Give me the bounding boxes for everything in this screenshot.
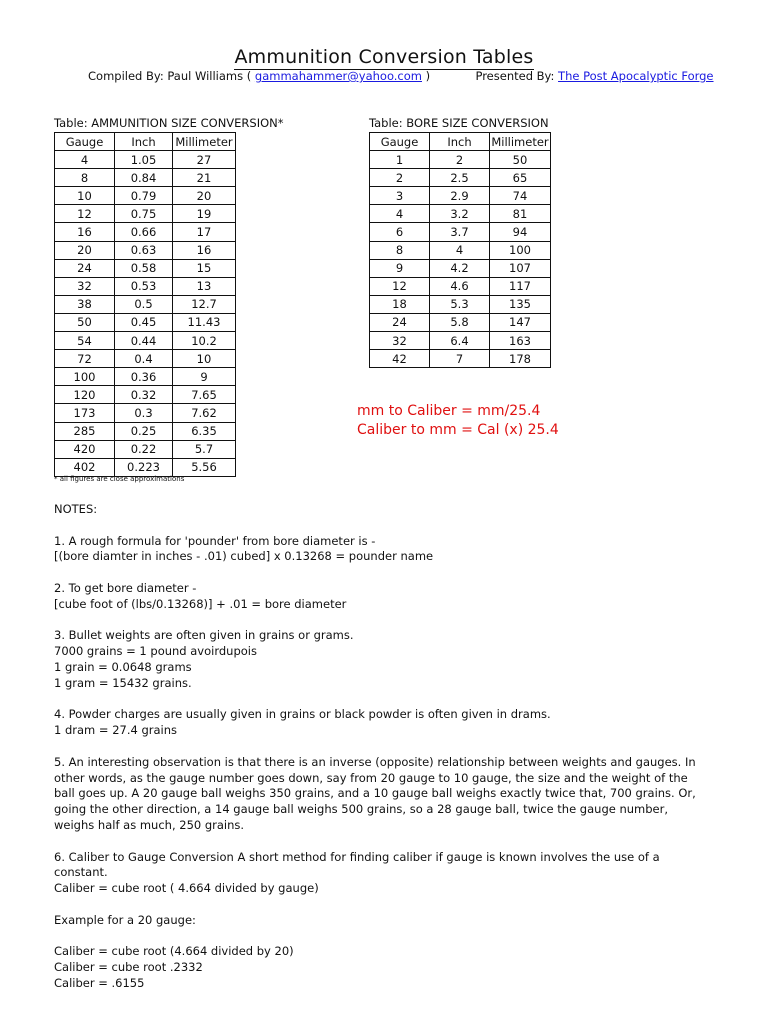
- ammo-table-cell: 11.43: [173, 313, 236, 331]
- bore-table-row: [370, 332, 551, 350]
- ammo-table-row: [55, 440, 236, 458]
- bore-table-row: [370, 313, 551, 331]
- ammo-table-cell: 20: [55, 241, 115, 259]
- bore-table-cell: 1: [370, 151, 430, 169]
- ammo-table-row: [55, 205, 236, 223]
- compiled-by-close: ): [425, 69, 431, 83]
- ammo-table-cell: 10.2: [173, 332, 236, 350]
- note-line: [(bore diamter in inches - .01) cubed] x 0.13268 = pounder name: [54, 549, 434, 564]
- note-line: Caliber = .6155: [54, 975, 145, 990]
- ammo-table-cell: 0.66: [115, 223, 173, 241]
- note-line: Caliber = cube root .2332: [54, 960, 203, 975]
- ammo-table-row: [55, 259, 236, 277]
- ammo-table-cell: 4: [55, 151, 115, 169]
- ammo-table-cell: 0.44: [115, 332, 173, 350]
- ammo-table-cell: 0.22: [115, 440, 173, 458]
- bore-table-row: [370, 277, 551, 295]
- bore-table-row: [370, 187, 551, 205]
- ammo-table-cell: 0.4: [115, 350, 173, 368]
- bore-table-row: [370, 350, 551, 368]
- note-line: 1 gram = 15432 grains.: [54, 675, 192, 690]
- note-line: 3. Bullet weights are often given in grains or grams.: [54, 628, 354, 643]
- bore-table-cell: 178: [490, 350, 551, 368]
- credits-line: [88, 69, 714, 83]
- bore-table-cell: 9: [370, 259, 430, 277]
- notes-section: [54, 502, 704, 1008]
- ammo-table-cell: 0.25: [115, 422, 173, 440]
- bore-table-cell: 65: [490, 169, 551, 187]
- bore-table-cell: 100: [490, 241, 551, 259]
- bore-table-row: [370, 295, 551, 313]
- ammo-table-cell: 0.75: [115, 205, 173, 223]
- bore-table-cell: 2.9: [430, 187, 490, 205]
- ammo-table-cell: 0.58: [115, 259, 173, 277]
- ammo-table-cell: 38: [55, 295, 115, 313]
- bore-table-cell: 32: [370, 332, 430, 350]
- bore-table-row: [370, 259, 551, 277]
- ammo-table-row: [55, 241, 236, 259]
- bore-table-header-cell: Gauge: [370, 133, 430, 151]
- caliber-to-mm-formula: Caliber to mm = Cal (x) 25.4: [357, 422, 559, 438]
- ammo-table-row: [55, 332, 236, 350]
- ammo-table-row: [55, 313, 236, 331]
- note-line: 5. An interesting observation is that there is an inverse (opposite) relationship between weights and gauges. In other words, as the gauge number goes down, say from 20 gauge to 10 gauge, the size and the weight of the ball goes up. A 20 gauge ball weighs 350 grains, and a 10 gauge ball weighs exactly twice that, 700 grains. Or, going the other direction, a 14 gauge ball weighs 500 grains, so a 28 gauge ball, twice the gauge number, weighs half as much, 250 grains.: [54, 754, 696, 832]
- ammo-table-cell: 100: [55, 368, 115, 386]
- ammo-table-cell: 173: [55, 404, 115, 422]
- presented-by-label: Presented By:: [475, 69, 555, 83]
- ammo-table-cell: 72: [55, 350, 115, 368]
- note-line: 6. Caliber to Gauge Conversion A short method for finding caliber if gauge is known involves the use of a constant.: [54, 849, 660, 880]
- note-paragraph: [54, 534, 704, 566]
- ammo-table-cell: 16: [173, 241, 236, 259]
- bore-table-cell: 6: [370, 223, 430, 241]
- notes-heading: NOTES:: [54, 502, 98, 516]
- ammo-table-row: [55, 169, 236, 187]
- document-title: Ammunition Conversion Tables: [234, 46, 534, 68]
- bore-table-cell: 3.7: [430, 223, 490, 241]
- note-line: Caliber = cube root ( 4.664 divided by gauge): [54, 881, 319, 896]
- note-line: Caliber = cube root (4.664 divided by 20): [54, 944, 294, 959]
- ammo-table-cell: 0.223: [115, 458, 173, 476]
- bore-size-table: [369, 132, 551, 368]
- ammo-table-row: [55, 404, 236, 422]
- note-line: 1. A rough formula for 'pounder' from bore diameter is -: [54, 533, 376, 548]
- ammo-table-cell: 7.65: [173, 386, 236, 404]
- note-line: 1 grain = 0.0648 grams: [54, 659, 192, 674]
- ammo-table-row: [55, 458, 236, 476]
- ammo-table-cell: 27: [173, 151, 236, 169]
- ammo-table-cell: 1.05: [115, 151, 173, 169]
- ammo-table-cell: 16: [55, 223, 115, 241]
- ammo-table-cell: 0.36: [115, 368, 173, 386]
- ammo-table-cell: 19: [173, 205, 236, 223]
- ammo-table-cell: 6.35: [173, 422, 236, 440]
- note-line: 4. Powder charges are usually given in grains or black powder is often given in drams.: [54, 707, 551, 722]
- ammo-table-cell: 0.53: [115, 277, 173, 295]
- bore-table-row: [370, 169, 551, 187]
- ammo-table-row: [55, 187, 236, 205]
- ammo-table-row: [55, 151, 236, 169]
- ammo-table-cell: 15: [173, 259, 236, 277]
- bore-table-header-row: [370, 133, 551, 151]
- ammo-table-cell: 20: [173, 187, 236, 205]
- note-line: Example for a 20 gauge:: [54, 912, 196, 927]
- bore-table-cell: 4: [430, 241, 490, 259]
- ammo-table-row: [55, 386, 236, 404]
- ammo-table-cell: 402: [55, 458, 115, 476]
- presented-by-link[interactable]: The Post Apocalyptic Forge: [558, 69, 714, 83]
- ammo-table-header-cell: Gauge: [55, 133, 115, 151]
- ammo-table-cell: 0.5: [115, 295, 173, 313]
- ammo-table-cell: 0.79: [115, 187, 173, 205]
- ammo-table-header-cell: Inch: [115, 133, 173, 151]
- bore-table-cell: 74: [490, 187, 551, 205]
- mm-to-caliber-formula: mm to Caliber = mm/25.4: [357, 403, 541, 419]
- table-footnote: * all figures are close approximations: [54, 475, 185, 483]
- bore-table-row: [370, 223, 551, 241]
- note-line: 7000 grains = 1 pound avoirdupois: [54, 644, 257, 659]
- ammo-table-cell: 0.32: [115, 386, 173, 404]
- ammo-table-cell: 50: [55, 313, 115, 331]
- bore-table-cell: 147: [490, 313, 551, 331]
- note-line: [cube foot of (lbs/0.13268)] + .01 = bore diameter: [54, 596, 347, 611]
- ammo-table-cell: 420: [55, 440, 115, 458]
- ammo-table-cell: 24: [55, 259, 115, 277]
- bore-table-cell: 4.6: [430, 277, 490, 295]
- ammo-table-cell: 32: [55, 277, 115, 295]
- bore-table-cell: 2: [430, 151, 490, 169]
- ammo-table-cell: 8: [55, 169, 115, 187]
- bore-table-cell: 4.2: [430, 259, 490, 277]
- note-paragraph: [54, 913, 704, 929]
- bore-table-cell: 2.5: [430, 169, 490, 187]
- bore-table-header-cell: Inch: [430, 133, 490, 151]
- note-paragraph: [54, 755, 704, 834]
- ammo-table-cell: 12.7: [173, 295, 236, 313]
- note-line: 1 dram = 27.4 grains: [54, 723, 178, 738]
- note-paragraph: [54, 628, 704, 691]
- author-email-link[interactable]: gammahammer@yahoo.com: [254, 69, 422, 83]
- bore-table-cell: 8: [370, 241, 430, 259]
- compiled-by-text: Compiled By: Paul Williams (: [88, 69, 252, 83]
- bore-table-cell: 7: [430, 350, 490, 368]
- bore-table-cell: 81: [490, 205, 551, 223]
- ammo-table-cell: 10: [55, 187, 115, 205]
- bore-table-cell: 5.3: [430, 295, 490, 313]
- ammo-table-row: [55, 223, 236, 241]
- ammo-table-cell: 285: [55, 422, 115, 440]
- bore-table-cell: 163: [490, 332, 551, 350]
- ammo-table-cell: 5.7: [173, 440, 236, 458]
- ammo-table-cell: 9: [173, 368, 236, 386]
- note-paragraph: [54, 707, 704, 739]
- ammo-table-cell: 120: [55, 386, 115, 404]
- ammo-table-cell: 0.63: [115, 241, 173, 259]
- note-paragraph: [54, 850, 704, 897]
- bore-table-cell: 3: [370, 187, 430, 205]
- bore-table-cell: 107: [490, 259, 551, 277]
- bore-table-cell: 24: [370, 313, 430, 331]
- ammo-table-cell: 0.45: [115, 313, 173, 331]
- ammo-table-row: [55, 295, 236, 313]
- bore-table-cell: 135: [490, 295, 551, 313]
- bore-table-cell: 6.4: [430, 332, 490, 350]
- bore-table-cell: 117: [490, 277, 551, 295]
- ammo-table-caption: Table: AMMUNITION SIZE CONVERSION*: [54, 116, 284, 130]
- ammo-table-cell: 12: [55, 205, 115, 223]
- ammo-table-cell: 10: [173, 350, 236, 368]
- ammo-table-header-cell: Millimeter: [173, 133, 236, 151]
- ammo-table-cell: 0.84: [115, 169, 173, 187]
- bore-table-cell: 4: [370, 205, 430, 223]
- bore-table-caption: Table: BORE SIZE CONVERSION: [369, 116, 549, 130]
- ammo-table-row: [55, 368, 236, 386]
- ammo-table-cell: 17: [173, 223, 236, 241]
- ammo-table-row: [55, 277, 236, 295]
- bore-table-header-cell: Millimeter: [490, 133, 551, 151]
- ammo-table-cell: 0.3: [115, 404, 173, 422]
- bore-table-cell: 2: [370, 169, 430, 187]
- bore-table-cell: 5.8: [430, 313, 490, 331]
- ammo-table-header-row: [55, 133, 236, 151]
- bore-table-row: [370, 151, 551, 169]
- ammo-table-cell: 54: [55, 332, 115, 350]
- ammo-table-cell: 7.62: [173, 404, 236, 422]
- ammo-table-cell: 13: [173, 277, 236, 295]
- bore-table-row: [370, 241, 551, 259]
- ammo-table-cell: 21: [173, 169, 236, 187]
- bore-table-cell: 50: [490, 151, 551, 169]
- bore-table-cell: 12: [370, 277, 430, 295]
- note-paragraph: [54, 944, 704, 991]
- ammo-table-row: [55, 422, 236, 440]
- bore-table-row: [370, 205, 551, 223]
- note-paragraph: [54, 581, 704, 613]
- ammo-size-table: [54, 132, 236, 477]
- bore-table-cell: 94: [490, 223, 551, 241]
- bore-table-cell: 18: [370, 295, 430, 313]
- ammo-table-row: [55, 350, 236, 368]
- ammo-table-cell: 5.56: [173, 458, 236, 476]
- note-line: 2. To get bore diameter -: [54, 580, 197, 595]
- bore-table-cell: 42: [370, 350, 430, 368]
- bore-table-cell: 3.2: [430, 205, 490, 223]
